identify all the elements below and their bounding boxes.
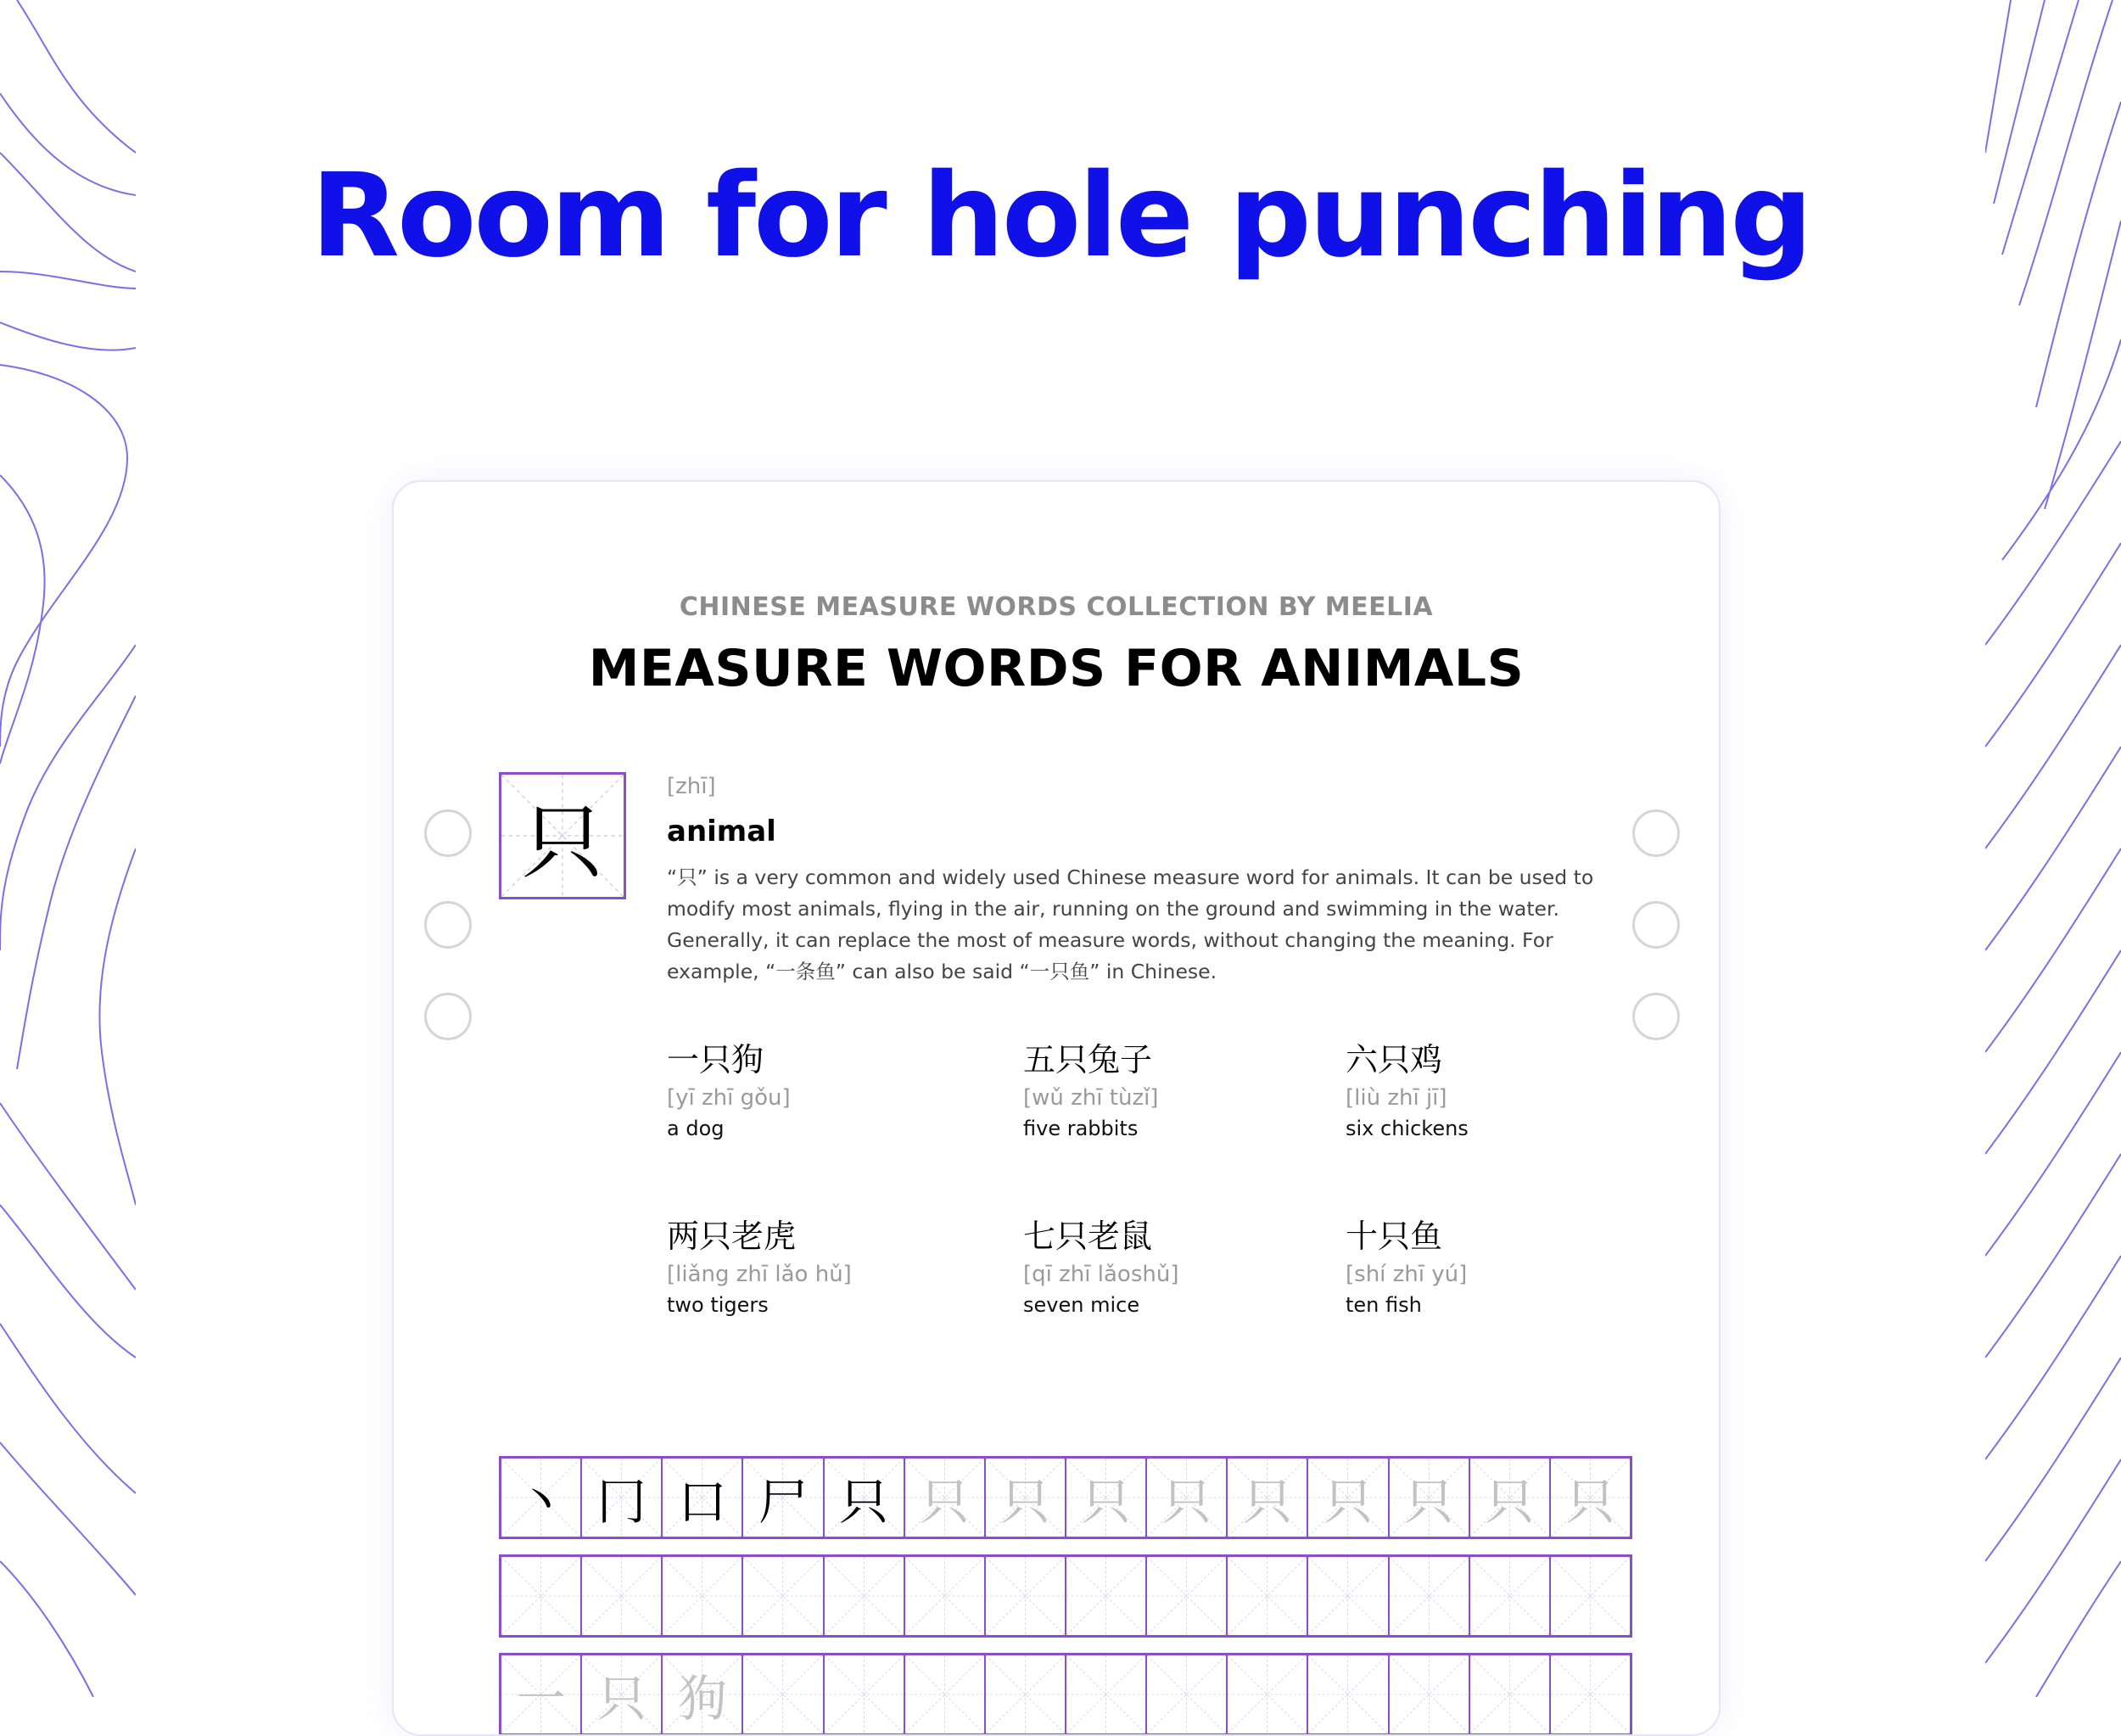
measure-word-description: “只” is a very common and widely used Chinese measure word for animals. It can be used to modify most animals, flying in the air, running on the ground and swimming in the water. Generally, it can replace the most of measure words, without changing the meaning. For example, “一条鱼” can also be said “一只鱼” in Chinese. — [667, 865, 1594, 983]
practice-glyph: 丶 — [516, 1473, 566, 1531]
practice-cell — [1551, 1459, 1630, 1537]
practice-cell — [1147, 1459, 1228, 1537]
practice-cell — [1066, 1655, 1147, 1733]
practice-cell — [905, 1655, 986, 1733]
punch-hole-right-1 — [1632, 809, 1680, 857]
example-item — [667, 1215, 989, 1320]
example-hanzi: 一只狗 — [667, 1041, 764, 1078]
punch-hole-left-2 — [424, 901, 472, 949]
practice-glyph: 只 — [1242, 1473, 1292, 1531]
practice-cell — [582, 1459, 663, 1537]
practice-glyph — [1228, 1655, 1307, 1733]
practice-glyph: 尸 — [758, 1473, 808, 1531]
practice-cell — [986, 1459, 1066, 1537]
practice-row-strokes — [499, 1456, 1632, 1539]
practice-cell — [1470, 1557, 1551, 1635]
practice-cell — [663, 1655, 743, 1733]
practice-glyph: 口 — [677, 1473, 727, 1531]
collection-title: CHINESE MEASURE WORDS COLLECTION BY MEELIA — [679, 592, 1434, 622]
practice-glyph: 只 — [1565, 1473, 1615, 1531]
practice-cell — [1228, 1557, 1308, 1635]
practice-cell — [1390, 1655, 1470, 1733]
practice-glyph — [825, 1655, 904, 1733]
page-title: MEASURE WORDS FOR ANIMALS — [588, 639, 1525, 698]
punch-hole-left-1 — [424, 809, 472, 857]
practice-cell — [1066, 1459, 1147, 1537]
punch-hole-right-2 — [1632, 901, 1680, 949]
practice-cell — [582, 1557, 663, 1635]
example-english: five rabbits — [1023, 1117, 1139, 1140]
practice-cell — [825, 1459, 905, 1537]
example-english: ten fish — [1346, 1293, 1422, 1317]
practice-glyph: 只 — [1323, 1473, 1373, 1531]
practice-glyph: 狗 — [677, 1670, 727, 1728]
practice-cell — [743, 1557, 824, 1635]
practice-cell — [1228, 1459, 1308, 1537]
practice-cell — [1308, 1655, 1389, 1733]
practice-glyph — [1066, 1655, 1145, 1733]
example-pinyin: [shí zhī yú] — [1346, 1262, 1468, 1287]
practice-glyph: 只 — [1485, 1473, 1535, 1531]
practice-cell — [1066, 1557, 1147, 1635]
practice-glyph — [1147, 1655, 1226, 1733]
practice-cell — [501, 1655, 582, 1733]
example-item — [1346, 1039, 1668, 1144]
example-english: two tigers — [667, 1293, 769, 1317]
example-pinyin: [qī zhī lǎoshǔ] — [1023, 1262, 1179, 1287]
practice-glyph: 只 — [1404, 1473, 1454, 1531]
punch-hole-right-3 — [1632, 993, 1680, 1040]
practice-row-trace — [499, 1653, 1632, 1736]
practice-cell — [1147, 1655, 1228, 1733]
practice-glyph — [743, 1655, 822, 1733]
practice-cell — [743, 1459, 824, 1537]
example-item — [1023, 1039, 1346, 1144]
example-english: a dog — [667, 1117, 725, 1140]
practice-glyph — [986, 1655, 1065, 1733]
example-item — [1023, 1215, 1346, 1320]
practice-cell — [986, 1557, 1066, 1635]
practice-cell — [905, 1459, 986, 1537]
practice-glyph — [905, 1655, 984, 1733]
practice-glyph: 只 — [1161, 1473, 1212, 1531]
example-english: six chickens — [1346, 1117, 1469, 1140]
practice-glyph — [1470, 1655, 1549, 1733]
practice-row-blank — [499, 1554, 1632, 1638]
example-pinyin: [liù zhī jī] — [1346, 1085, 1447, 1111]
example-english: seven mice — [1023, 1293, 1140, 1317]
practice-cell — [1228, 1655, 1308, 1733]
practice-cell — [663, 1459, 743, 1537]
practice-cell — [905, 1557, 986, 1635]
example-pinyin: [yī zhī gǒu] — [667, 1085, 791, 1111]
example-hanzi: 五只兔子 — [1023, 1041, 1153, 1078]
practice-glyph — [1308, 1655, 1387, 1733]
practice-cell — [1470, 1655, 1551, 1733]
practice-cell — [1551, 1557, 1630, 1635]
practice-cell — [825, 1557, 905, 1635]
practice-glyph: 一 — [516, 1670, 566, 1728]
practice-cell — [986, 1655, 1066, 1733]
practice-cell — [501, 1557, 582, 1635]
example-hanzi: 七只老鼠 — [1023, 1218, 1153, 1255]
example-hanzi: 十只鱼 — [1346, 1218, 1443, 1255]
headline: Room for hole punching — [311, 149, 1810, 283]
measure-word-meaning: animal — [667, 815, 776, 848]
example-pinyin: [wǔ zhī tùzǐ] — [1023, 1085, 1159, 1111]
practice-cell — [501, 1459, 582, 1537]
practice-cell — [743, 1655, 824, 1733]
practice-cell — [1551, 1655, 1630, 1733]
practice-cell — [825, 1655, 905, 1733]
practice-cell — [1470, 1459, 1551, 1537]
practice-glyph — [1551, 1655, 1630, 1733]
practice-glyph: 只 — [1081, 1473, 1131, 1531]
practice-cell — [1308, 1459, 1389, 1537]
practice-glyph: 只 — [1000, 1473, 1050, 1531]
practice-glyph: 冂 — [596, 1473, 646, 1531]
practice-cell — [582, 1655, 663, 1733]
example-pinyin: [liǎng zhī lǎo hǔ] — [667, 1262, 852, 1287]
practice-glyph: 只 — [596, 1670, 646, 1728]
practice-cell — [1390, 1459, 1470, 1537]
practice-glyph — [1390, 1655, 1469, 1733]
punch-hole-left-3 — [424, 993, 472, 1040]
example-item — [667, 1039, 989, 1144]
example-hanzi: 两只老虎 — [667, 1218, 797, 1255]
practice-glyph: 只 — [839, 1473, 889, 1531]
measure-word-character-box — [499, 772, 626, 899]
practice-cell — [1147, 1557, 1228, 1635]
practice-cell — [663, 1557, 743, 1635]
measure-word-pinyin: [zhī] — [667, 774, 716, 799]
practice-cell — [1390, 1557, 1470, 1635]
example-item — [1346, 1215, 1668, 1320]
measure-word-character: 只 — [522, 794, 603, 890]
practice-cell — [1308, 1557, 1389, 1635]
worksheet-page — [392, 480, 1721, 1736]
practice-glyph: 只 — [920, 1473, 970, 1531]
example-hanzi: 六只鸡 — [1346, 1041, 1443, 1078]
